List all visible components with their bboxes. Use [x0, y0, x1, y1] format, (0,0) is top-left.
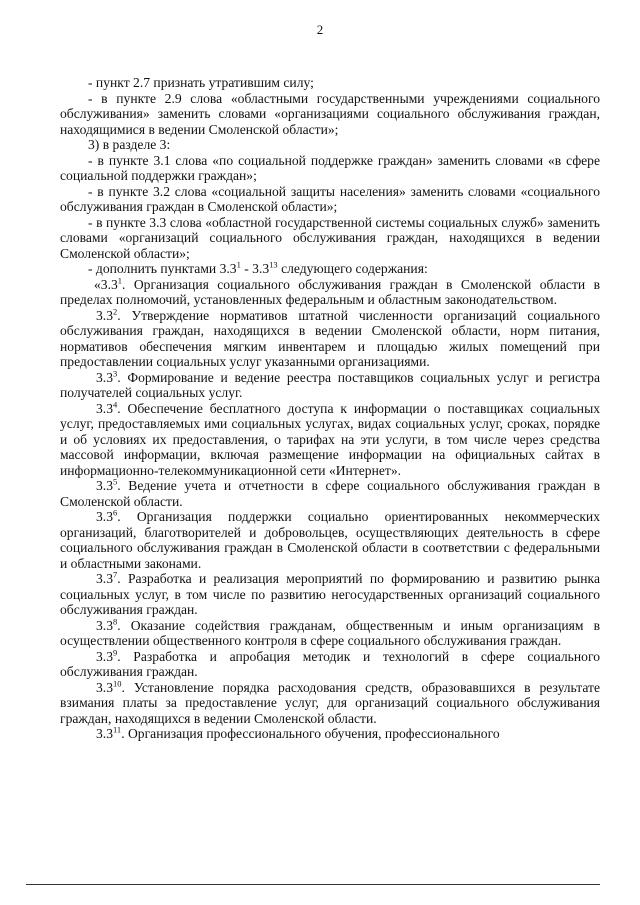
clause-number: 3.3	[96, 400, 113, 416]
clause-number: 3.3	[96, 369, 113, 385]
clause-text: . Организация профессионального обучения, профессионального	[121, 726, 500, 741]
amendment-paragraph: - в пункте 3.2 слова «социальной защиты населения» заменить словами «социального обслуживания граждан в Смоленской области»;	[60, 183, 600, 214]
clause-number: 3.3	[96, 571, 113, 586]
clause-item	[60, 478, 600, 509]
amendment-paragraph: - в пункте 3.3 слова «областной государственной системы социальных служб» заменить словами «организаций социального обслуживания граждан, находящихся в ведении Смоленской области»;	[60, 214, 600, 261]
amendment-text: - дополнить пунктами 3.3	[88, 261, 237, 276]
clause-superscript: 8	[113, 615, 118, 626]
superscript: 1	[236, 259, 241, 270]
clause-number: 3.3	[96, 679, 113, 695]
clause-item	[60, 571, 600, 618]
clause-number: 3.3	[96, 509, 113, 524]
clause-item	[60, 398, 600, 479]
clause-number: 3.3	[96, 648, 113, 664]
clause-text: . Утверждение нормативов штатной численности организаций социального обслуживания граждан, находящихся в ведении Смоленской области, норм питания, нормативов обеспечения мягким инвентарем и площадью жилых помещений при предоставлении социальных услуг указанными организациями.	[60, 307, 600, 369]
superscript: 13	[269, 259, 278, 270]
document-body	[60, 75, 600, 742]
clause-superscript: 10	[113, 677, 122, 688]
amendment-paragraph: - в пункте 3.1 слова «по социальной поддержке граждан» заменить словами «в сфере социальной поддержки граждан»;	[60, 152, 600, 183]
clause-text: . Разработка и реализация мероприятий по формированию и развитию рынка социальных услуг, в том числе по развитию негосударственных организаций социального обслуживания граждан.	[60, 571, 600, 617]
clause-superscript: 4	[113, 398, 118, 409]
clause-superscript: 3	[113, 367, 118, 378]
clause-item	[60, 305, 600, 370]
clause-number: «3.3	[94, 276, 118, 292]
clause-text: . Формирование и ведение реестра поставщиков социальных услуг и регистра получателей социальных услуг.	[60, 369, 600, 400]
page-number: 2	[316, 22, 324, 37]
clause-item	[60, 274, 600, 308]
clause-number: 3.3	[96, 726, 113, 741]
clause-text: . Организация поддержки социально ориентированных некоммерческих организаций, благотворителей и добровольцев, осуществляющих деятельность в сфере социального обслуживания граждан в Смоленской области в соответствии с федеральными и областными законами.	[60, 509, 600, 571]
clause-number: 3.3	[96, 617, 113, 633]
clause-item	[60, 509, 600, 571]
section-heading: 3) в разделе 3:	[88, 137, 171, 152]
clause-superscript: 9	[113, 646, 118, 657]
amendment-text: следующего содержания:	[277, 261, 428, 276]
clause-item	[60, 677, 600, 727]
clause-list	[60, 274, 600, 742]
clause-item	[60, 615, 600, 649]
clause-superscript: 11	[113, 724, 122, 735]
clause-text: . Установление порядка расходования средств, образовавшихся в результате взимания платы за предоставление услуг, для организаций социального обслуживания граждан, находящихся в ведении Смоленской области.	[60, 679, 600, 726]
amendment-paragraph: - пункт 2.7 признать утратившим силу;	[88, 75, 314, 90]
clause-item	[60, 367, 600, 401]
clause-number: 3.3	[96, 307, 113, 323]
clause-superscript: 5	[113, 476, 118, 487]
clause-superscript: 1	[117, 274, 123, 285]
clause-text: . Обеспечение бесплатного доступа к информации о поставщиках социальных услуг, предоставляемых ими социальных услугах, видах социальных услуг, сроках, порядке и об условиях их предоставления, о тарифах на эти услуги, в том числе через средства массовой информации, включая размещение информации на официальных сайтах в информационно-телекоммуникационной сети «Интернет».	[60, 400, 600, 478]
clause-number: 3.3	[96, 478, 113, 493]
clause-superscript: 6	[113, 507, 118, 518]
clause-item	[60, 646, 600, 680]
amendment-text: - 3.3	[240, 261, 270, 276]
footer-divider	[26, 884, 600, 885]
clause-text: . Организация социального обслуживания граждан в Смоленской области в пределах полномочий, установленных федеральным и областным законодательством.	[60, 276, 600, 307]
amendment-paragraph	[60, 261, 600, 277]
clause-text: . Оказание содействия гражданам, общественным и иным организациям в осуществлении общественного контроля в сфере социального обслуживания граждан.	[60, 617, 600, 648]
clause-superscript: 2	[113, 305, 118, 316]
clause-superscript: 7	[113, 569, 118, 580]
clause-text: . Разработка и апробация методик и технологий в сфере социального обслуживания граждан.	[60, 648, 600, 679]
amendment-paragraph: - в пункте 2.9 слова «областными государственными учреждениями социального обслуживания» заменить словами «организациями социального обслуживания граждан, находящимися в ведении Смоленской области»;	[60, 90, 600, 137]
clause-text: . Ведение учета и отчетности в сфере социального обслуживания граждан в Смоленской области.	[60, 478, 600, 509]
clause-item	[60, 726, 600, 742]
